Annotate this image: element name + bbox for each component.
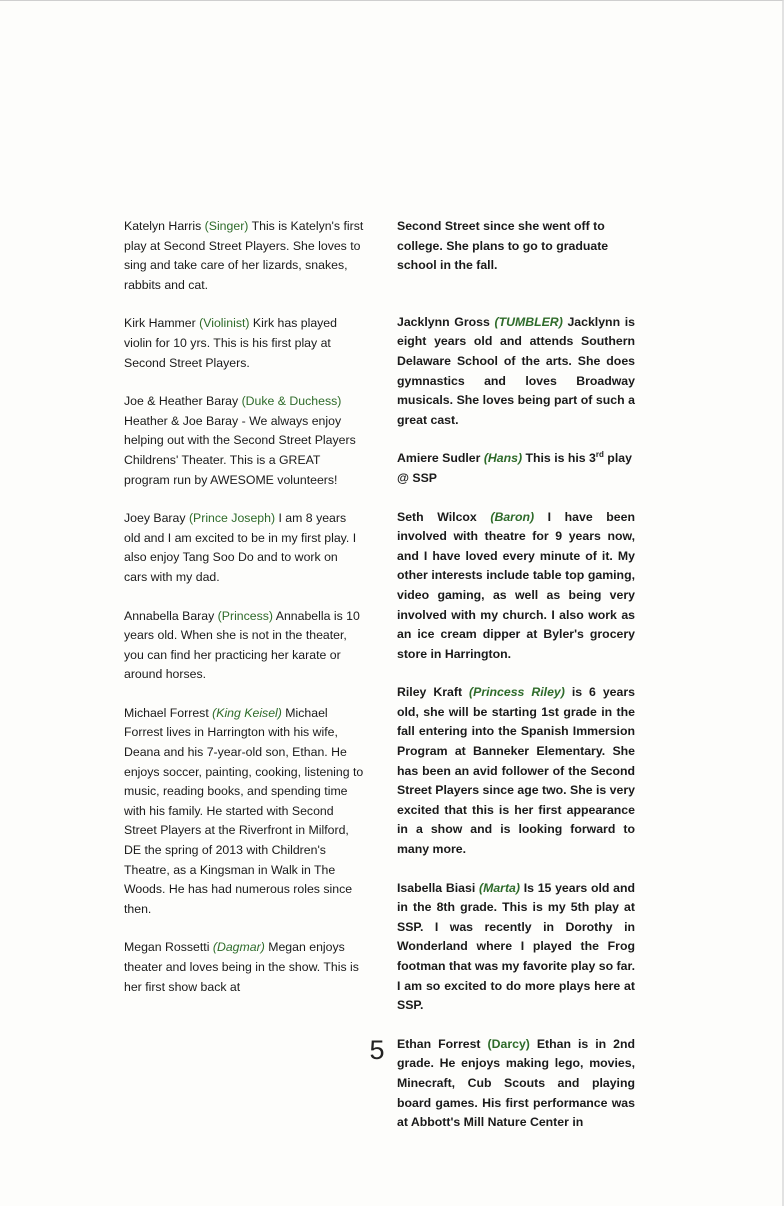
bio-text: Second Street since she went off to college. She plans to go to graduate school in the fall. — [397, 219, 609, 273]
cast-role: (TUMBLER) — [494, 314, 563, 329]
cast-name: Ethan Forrest — [397, 1036, 481, 1051]
cast-name: Riley Kraft — [397, 685, 463, 700]
cast-role: (Darcy) — [487, 1036, 530, 1051]
bio-text: I have been involved with theatre for 9 years now, and I have loved every minute of it. My other interests include table top gaming, video gaming, as well as being very involved with my church. I also work as an ice cream dipper at Byler's grocery store in Harrington. — [397, 509, 635, 661]
bio-entry — [124, 392, 364, 490]
bio-entry — [397, 879, 635, 1016]
left-column — [124, 217, 364, 997]
page-number: 5 — [369, 1035, 385, 1065]
bio-entry — [124, 314, 364, 373]
cast-role: (Prince Joseph) — [188, 511, 276, 526]
bio-text: play @ SSP — [397, 451, 632, 485]
cast-name: Megan Rossetti — [124, 940, 210, 955]
bio-entry — [397, 1035, 635, 1133]
bio-entry — [397, 683, 635, 859]
cast-name: Amiere Sudler — [397, 451, 481, 466]
cast-role: (Singer) — [204, 219, 249, 233]
bio-entry — [397, 313, 635, 431]
bio-entry — [124, 217, 364, 295]
cast-role: (Princess Riley) — [469, 685, 565, 700]
bio-text: Annabella is 10 years old. When she is not in the theater, you can find her practicing her karate or around horses. — [124, 608, 360, 682]
bio-text: Kirk has played violin for 10 yrs. This is his first play at Second Street Players. — [124, 316, 337, 370]
bio-text: This is Katelyn's first play at Second Street Players. She loves to sing and take care of her lizards, snakes, rabbits and cat. — [124, 219, 364, 292]
cast-name: Isabella Biasi — [397, 880, 476, 895]
cast-name: Jacklynn Gross — [397, 314, 490, 329]
cast-name: Joe & Heather Baray — [124, 394, 239, 409]
cast-name: Joey Baray — [124, 511, 186, 526]
bio-entry — [397, 449, 635, 488]
bio-text: Is 15 years old and in the 8th grade. This is my 5th play at SSP. I was recently in Dorothy in Wonderland where I played the Frog footman that was my favorite play so far. I am so excited to do more plays here at SSP. — [397, 880, 635, 1013]
cast-name: Seth Wilcox — [397, 509, 477, 524]
ordinal-suffix: rd — [595, 450, 604, 460]
bio-text: Michael Forrest lives in Harrington with his wife, Deana and his 7-year-old son, Ethan. He enjoys soccer, painting, cooking, listening to music, reading books, and spending time with his family. He started with Second Street Players at the Riverfront in Milford, DE the spring of 2013 with Children's Theatre, as a Kingsman in Walk in The Woods. He has had numerous roles since then. — [124, 705, 364, 916]
cast-role: (Violinist) — [199, 316, 250, 331]
cast-role: (Marta) — [478, 880, 520, 895]
right-column — [397, 217, 635, 1133]
bio-text: Ethan is in 2nd grade. He enjoys making lego, movies, Minecraft, Cub Scouts and playing board games. His first performance was at Abbott's Mill Nature Center in — [397, 1036, 635, 1130]
cast-role: (Baron) — [490, 509, 535, 524]
bio-text: This is his 3 — [522, 451, 596, 466]
bio-entry — [124, 607, 364, 685]
cast-name: Kirk Hammer — [124, 316, 196, 331]
cast-role: (Hans) — [483, 451, 523, 466]
cast-role: (King Keisel) — [212, 705, 282, 720]
bio-text: I am 8 years old and I am excited to be in my first play. I also enjoy Tang Soo Do and to work on cars with my dad. — [124, 511, 357, 584]
bio-text: Heather & Joe Baray - We always enjoy helping out with the Second Street Players Childrens' Theater. This is a GREAT program run by AWESOME volunteers! — [124, 413, 356, 487]
cast-role: (Princess) — [217, 608, 274, 623]
bio-entry — [397, 508, 635, 665]
bio-entry — [124, 509, 364, 587]
cast-role: (Dagmar) — [212, 940, 265, 955]
cast-name: Michael Forrest — [124, 705, 209, 720]
cast-role: (Duke & Duchess) — [241, 394, 342, 409]
cast-name: Katelyn Harris — [124, 219, 202, 233]
bio-text: Megan enjoys theater and loves being in the show. This is her first show back at — [124, 940, 359, 994]
cast-name: Annabella Baray — [124, 608, 215, 623]
bio-text: is 6 years old, she will be starting 1st grade in the fall entering into the Spanish Immersion Program at Banneker Elementary. She has been an avid follower of the Second Street Players since age two. She is very excited that this is her first appearance in a show and is looking forward to many more. — [397, 685, 635, 857]
bio-entry-continued — [397, 217, 635, 276]
bio-entry — [124, 704, 364, 920]
bio-entry — [124, 938, 364, 997]
bio-text: Jacklynn is eight years old and attends Southern Delaware School of the arts. She does gymnastics and loves Broadway musicals. She loves being part of such a great cast. — [397, 314, 635, 427]
